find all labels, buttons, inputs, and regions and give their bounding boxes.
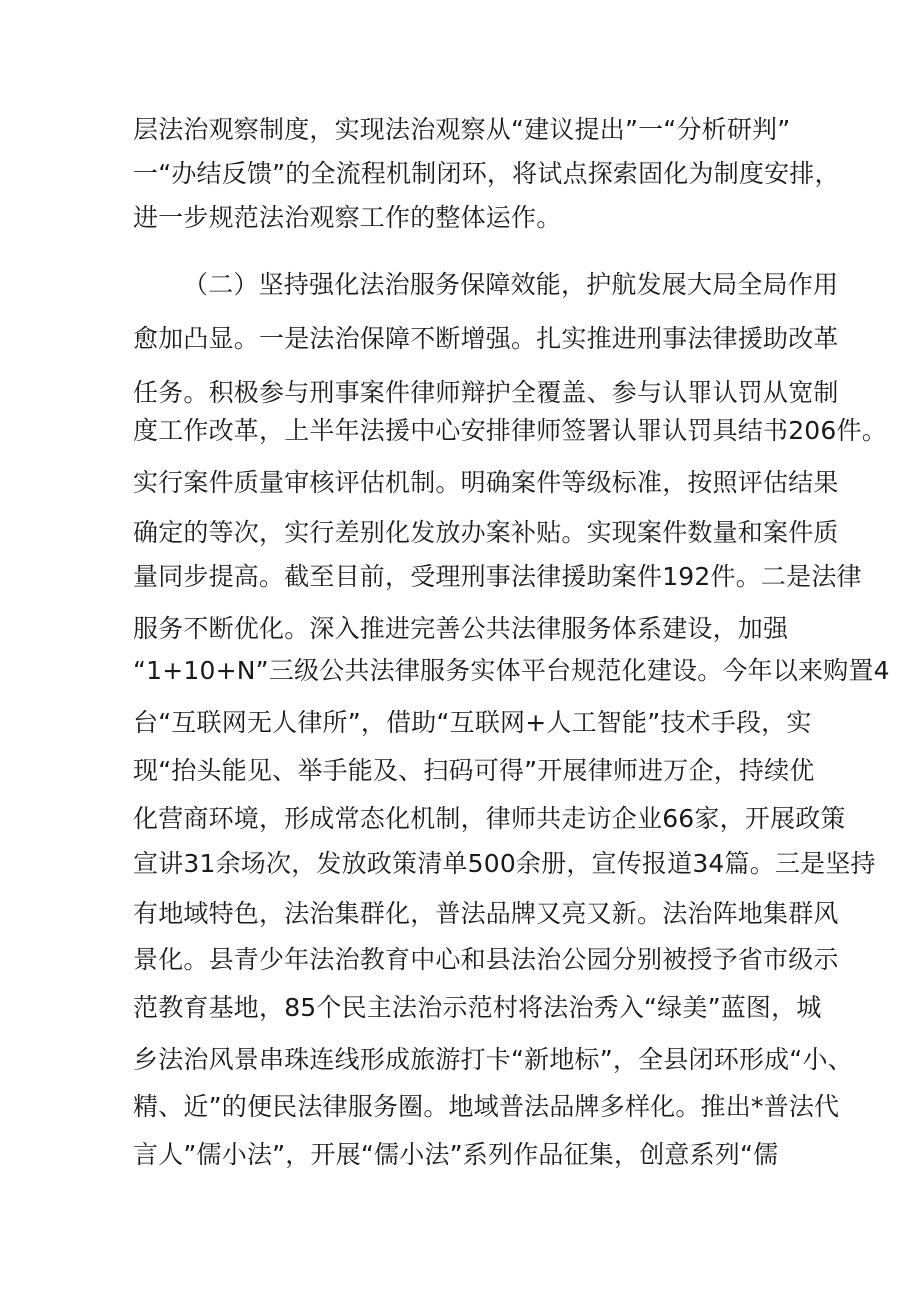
paragraph-line: 宣讲31余场次，发放政策清单500余册，宣传报道34篇。三是坚持	[133, 849, 876, 878]
paragraph-line: 台“互联网无人律所”，借助“互联网+人工智能”技术手段，实	[133, 708, 812, 737]
paragraph-line: 精、近”的便民法律服务圈。地域普法品牌多样化。推出*普法代	[133, 1092, 840, 1121]
paragraph-line: 层法治观察制度，实现法治观察从“建议提出”一“分析研判”	[133, 115, 791, 144]
section-heading-line: （二）坚持强化法治服务保障效能，护航发展大局全局作用	[183, 270, 839, 299]
paragraph-line: “1+10+N”三级公共法律服务实体平台规范化建设。今年以来购置4	[133, 656, 890, 685]
paragraph-line: 化营商环境，形成常态化机制，律师共走访企业66家，开展政策	[133, 804, 846, 833]
paragraph-line: 度工作改革，上半年法援中心安排律师签署认罪认罚具结书206件。	[133, 416, 887, 445]
paragraph-line: 乡法治风景串珠连线形成旅游打卡“新地标”，全县闭环形成“小、	[133, 1045, 853, 1074]
paragraph-line: 有地域特色，法治集群化，普法品牌又亮又新。法治阵地集群风	[133, 899, 839, 928]
paragraph-line: 景化。县青少年法治教育中心和县法治公园分别被授予省市级示	[133, 945, 839, 974]
paragraph-line: 量同步提高。截至目前，受理刑事法律援助案件192件。二是法律	[133, 562, 862, 591]
paragraph-line: 确定的等次，实行差别化发放办案补贴。实现案件数量和案件质	[133, 518, 839, 547]
paragraph-line: 愈加凸显。一是法治保障不断增强。扎实推进刑事法律援助改革	[133, 324, 839, 353]
paragraph-line: 一“办结反馈”的全流程机制闭环，将试点探索固化为制度安排，	[133, 159, 840, 188]
paragraph-line: 服务不断优化。深入推进完善公共法律服务体系建设，加强	[133, 614, 789, 643]
paragraph-line: 实行案件质量审核评估机制。明确案件等级标准，按照评估结果	[133, 468, 839, 497]
paragraph-line: 范教育基地，85个民主法治示范村将法治秀入“绿美”蓝图，城	[133, 993, 822, 1022]
paragraph-line: 言人”儒小法”，开展“儒小法”系列作品征集，创意系列“儒	[133, 1140, 779, 1169]
paragraph-line: 现“抬头能见、举手能及、扫码可得”开展律师进万企，持续优	[133, 756, 815, 785]
paragraph-line: 进一步规范法治观察工作的整体运作。	[133, 203, 562, 232]
paragraph-line: 任务。积极参与刑事案件律师辩护全覆盖、参与认罪认罚从宽制	[133, 378, 839, 407]
